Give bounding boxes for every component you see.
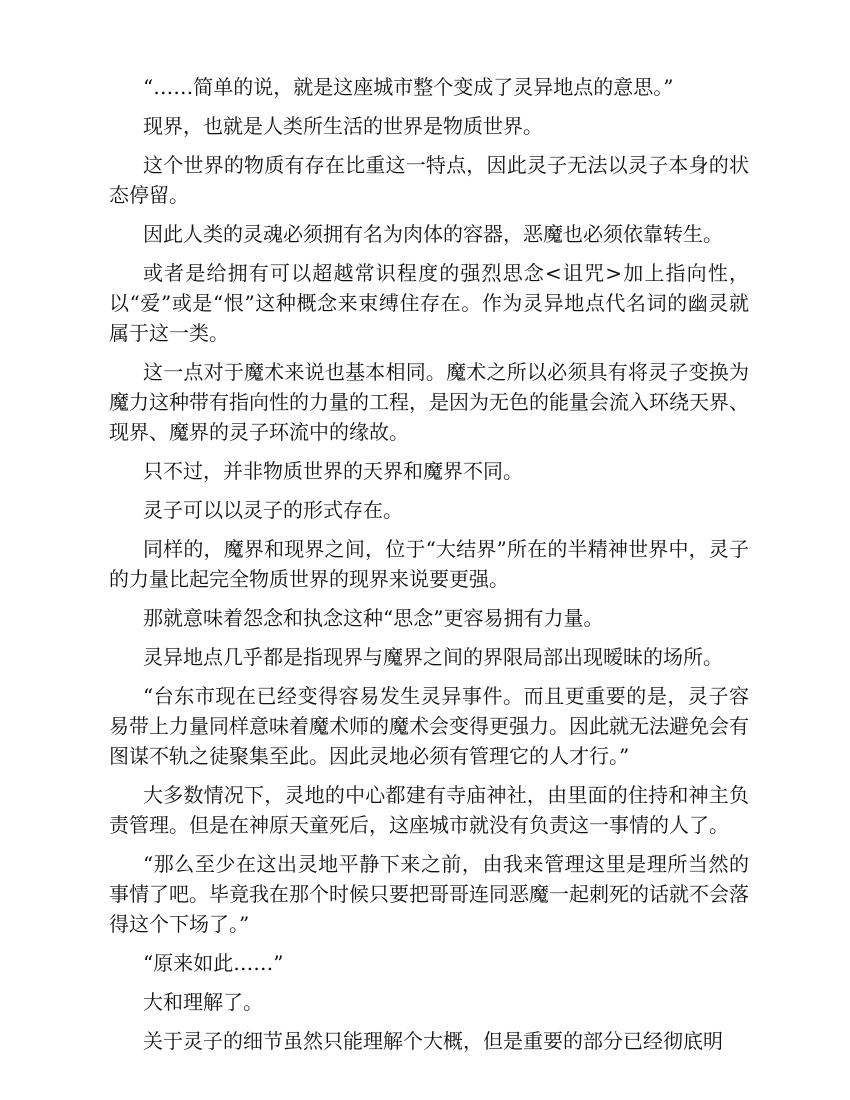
paragraph: 大和理解了。 <box>143 990 263 1014</box>
paragraph: “原来如此……” <box>143 951 284 975</box>
paragraph: 因此人类的灵魂必须拥有名为肉体的容器，恶魔也必须依靠转生。 <box>143 222 723 246</box>
paragraph: 大多数情况下，灵地的中心都建有寺庙神社，由里面的住持和神主负责管理。但是在神原天童死后，这座城市就没有负责这一事情的人了。 <box>109 783 749 837</box>
paragraph: 同样的，魔界和现界之间，位于“大结界”所在的半精神世界中，灵子的力量比起完全物质世界的现界来说要更强。 <box>109 537 749 591</box>
paragraph: “那么至少在这出灵地平静下来之前，由我来管理这里是理所当然的事情了吧。毕竟我在那个时候只要把哥哥连同恶魔一起刺死的话就不会落得这个下场了。” <box>109 852 749 936</box>
paragraph: 灵异地点几乎都是指现界与魔界之间的界限局部出现暧昧的场所。 <box>143 645 723 669</box>
paragraph: 关于灵子的细节虽然只能理解个大概，但是重要的部分已经彻底明 <box>143 1029 723 1053</box>
document-page <box>109 72 749 1065</box>
paragraph: “台东市现在已经变得容易发生灵异事件。而且更重要的是，灵子容易带上力量同样意味着魔术师的魔术会变得更强力。因此就无法避免会有图谋不轨之徒聚集至此。因此灵地必须有管理它的人才行。” <box>109 684 749 768</box>
paragraph: 灵子可以以灵子的形式存在。 <box>143 498 403 522</box>
paragraph: 或者是给拥有可以超越常识程度的强烈思念<诅咒>加上指向性，以“爱”或是“恨”这种概念来束缚住存在。作为灵异地点代名词的幽灵就属于这一类。 <box>109 261 749 345</box>
paragraph: 这个世界的物质有存在比重这一特点，因此灵子无法以灵子本身的状态停留。 <box>109 153 749 207</box>
paragraph: 现界，也就是人类所生活的世界是物质世界。 <box>143 114 543 138</box>
paragraph: 只不过，并非物质世界的天界和魔界不同。 <box>143 459 523 483</box>
paragraph: “……简单的说，就是这座城市整个变成了灵异地点的意思。” <box>143 75 674 99</box>
paragraph: 这一点对于魔术来说也基本相同。魔术之所以必须具有将灵子变换为魔力这种带有指向性的力量的工程，是因为无色的能量会流入环绕天界、现界、魔界的灵子环流中的缘故。 <box>109 360 749 444</box>
paragraph: 那就意味着怨念和执念这种“思念”更容易拥有力量。 <box>143 606 604 630</box>
